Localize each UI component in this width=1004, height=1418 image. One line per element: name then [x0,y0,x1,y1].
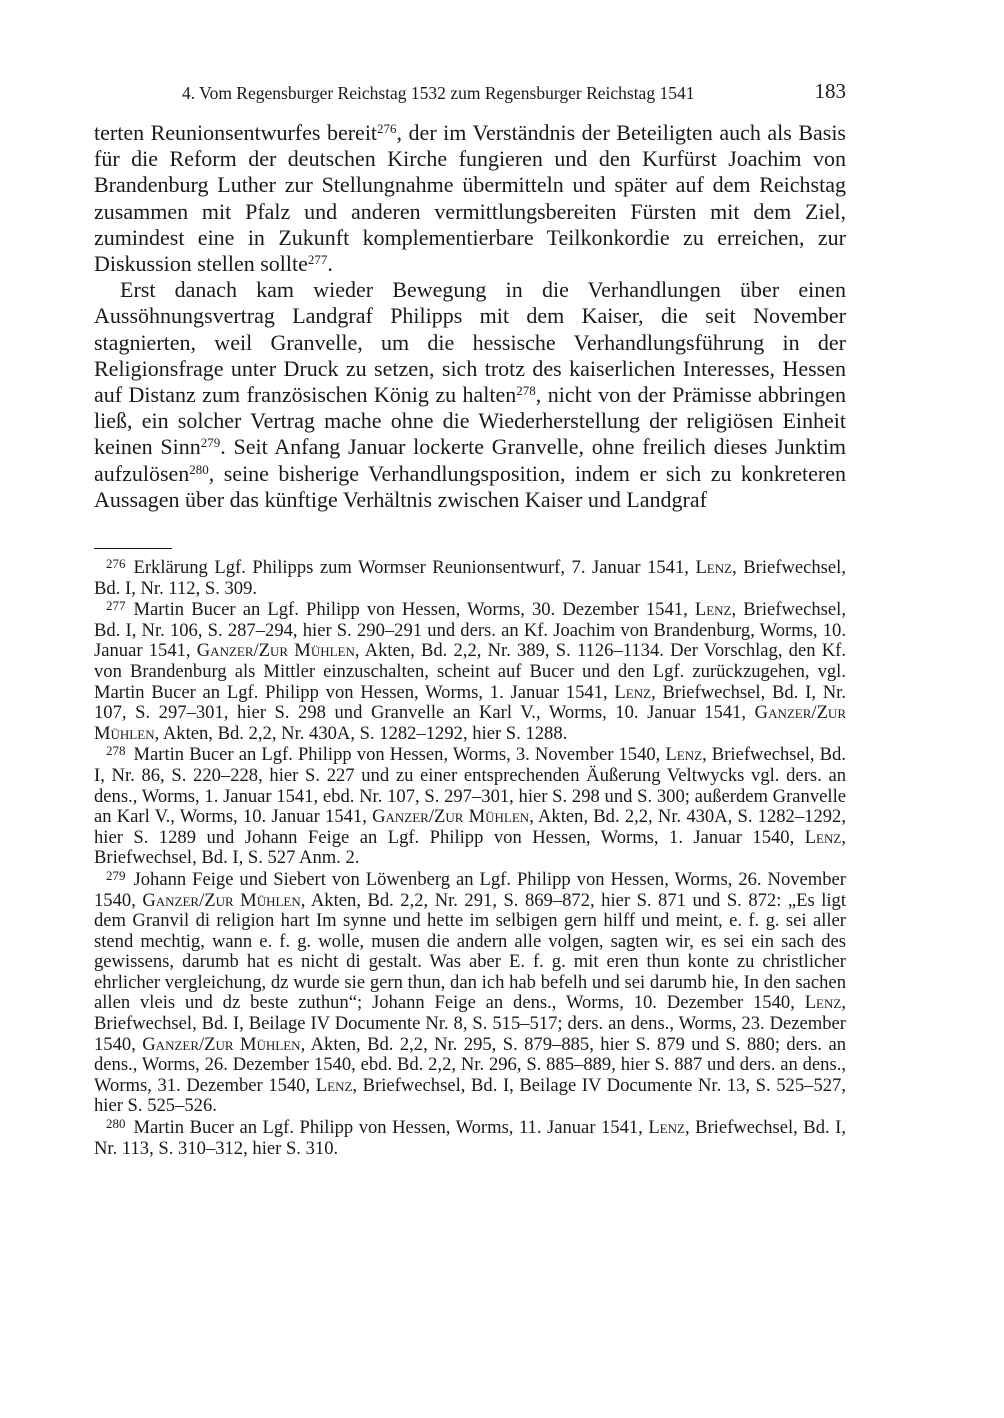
paragraph-2 [94,277,846,513]
footnote-ref-276: 276 [377,121,397,136]
footnote-278 [94,745,846,869]
footnote-separator [94,548,172,549]
author-name: Ganzer/Zur Mühlen [142,889,301,911]
text-run: , Briefwechsel, Bd. I, Nr. 112, S. 309. [94,557,846,599]
main-text [94,120,846,513]
footnote-ref-277: 277 [307,252,328,268]
text-run: , Akten, Bd. 2,2, Nr. 291, S. 869–872, hier S. 871 und S. 872: „Es ligt dem Granvil di religion hart Im synne und hette im selbigen gern hilff und meint, e. f. g. sei aller stend mechtig, wann e. f. g. wolle, musen die andern alle volgen, sagten wir, es sei ein sach des gewissens, darumb hat es nicht di gestalt. Was aber E. f. g. mit eren thun konte zu christlicher ehrlicher vergleichung, dz wurde sie gern thun, dan ich hab befelh und sei darumb hie, In den sachen allen vleis und dz beste zuthun“; Johann Feige an dens., Worms, 10. Dezember 1540, [94,889,847,1014]
footnote-ref-278: 278 [516,383,536,399]
paragraph-1 [94,120,846,277]
text-run: , Akten, Bd. 2,2, Nr. 389, S. 1126–1134. Der Vorschlag, den Kf. von Brandenburg als Mittler einzuschalten, scheint auf Bucer und den Lgf. zurückzugehen, vgl. Martin Bucer an Lgf. Philipp von Hessen, Worms, 1. Januar 1541, [94,640,846,703]
text-run: . Seit Anfang Januar lockerte Granvelle, ohne freilich dieses Junktim aufzulösen [94,434,846,486]
author-name: Lenz [648,1117,685,1139]
page-number: 183 [814,79,846,103]
text-run: Johann Feige und Siebert von Löwenberg an Lgf. Philipp von Hessen, Worms, 26. November 1540, [94,868,846,911]
text-run: , nicht von der Prämisse abbringen ließ, ein solcher Vertrag mache ohne die Wiederherstellung der religiösen Einheit keinen Sinn [94,382,846,460]
footnote-ref-280: 280 [189,461,209,477]
text-run: , Akten, Bd. 2,2, Nr. 430A, S. 1282–1292, hier S. 1289 und Johann Feige an Lgf. Philipp von Hessen, Worms, 1. Januar 1540, [94,806,846,848]
text-run: Martin Bucer an Lgf. Philipp von Hessen, Worms, 30. Dezember 1541, [133,599,695,621]
text-run: , Briefwechsel, Bd. I, Nr. 106, S. 287–294, hier S. 290–291 und ders. an Kf. Joachim von Brandenburg, Worms, 10. Januar 1541, [94,599,846,662]
footnote-277 [94,600,846,744]
footnote-number: 278 [106,743,126,759]
text-run: , Briefwechsel, Bd. I, Nr. 113, S. 310–312, hier S. 310. [94,1117,846,1159]
text-run: Erklärung Lgf. Philipps zum Wormser Reunionsentwurf, 7. Januar 1541, [133,557,696,578]
footnote-number: 279 [106,867,126,883]
text-run: , seine bisherige Verhandlungsposition, indem er sich zu konkreteren Aussagen über das künftige Verhältnis zwischen Kaiser und Landgraf [94,460,846,512]
running-title: 4. Vom Regensburger Reichstag 1532 zum Regensburger Reichstag 1541 [182,83,695,103]
text-run: terten Reunionsentwurfes bereit [94,120,378,145]
text-run: , Briefwechsel, Bd. I, Beilage IV Documente Nr. 8, S. 515–517; ders. an dens., Worms, 23. Dezember 1540, [94,992,846,1055]
text-run: Martin Bucer an Lgf. Philipp von Hessen, Worms, 3. November 1540, [133,744,666,766]
author-name: Lenz [694,599,732,621]
text-run: , Briefwechsel, Bd. I, Beilage IV Documente Nr. 13, S. 525–527, hier S. 525–526. [94,1074,846,1117]
author-name: Lenz [804,826,842,848]
text-run: , Briefwechsel, Bd. I, S. 527 Anm. 2. [94,826,846,869]
footnote-number: 277 [106,598,126,614]
text-run: Martin Bucer an Lgf. Philipp von Hessen, Worms, 11. Januar 1541, [133,1117,649,1139]
text-run: , Briefwechsel, Bd. I, Nr. 107, S. 297–301, hier S. 298 und Granvelle an Karl V., Worms, 10. Januar 1541, [94,681,846,724]
footnote-number: 276 [106,556,126,571]
text-run: . [327,251,333,277]
text-run: Erst danach kam wieder Bewegung in die Verhandlungen über einen Aussöhnungsvertrag Landgraf Philipps mit dem Kaiser, die seit November stagnierten, weil Granvelle, um die hessische Verhandlungsführung in der Religionsfrage unter Druck zu setzen, sich trotz des kaiserlichen Interesses, Hessen auf Distanz zum französischen König zu halten [94,277,846,408]
running-header [94,80,846,108]
author-name: Ganzer/Zur Mühlen [94,702,846,744]
author-name: Lenz [665,744,703,766]
author-name: Lenz [315,1074,353,1096]
author-name: Lenz [804,992,842,1014]
footnote-280 [94,1118,846,1159]
author-name: Ganzer/Zur Mühlen [142,1033,301,1055]
text-run: , Akten, Bd. 2,2, Nr. 295, S. 879–885, hier S. 879 und S. 880; ders. an dens., Worms, 26. Dezember 1540, ebd. Bd. 2,2, Nr. 296, S. 885–889, hier S. 887 und ders. an dens., Worms, 31. Dezember 1540, [94,1033,846,1096]
footnote-276 [94,558,846,599]
author-name: Lenz [695,557,733,578]
text-run: , Briefwechsel, Bd. I, Nr. 86, S. 220–228, hier S. 227 und zu einer entsprechenden Äußerung Veltwycks vgl. ders. an dens., Worms, 1. Januar 1541, ebd. Nr. 107, S. 297–301, hier S. 298 und S. 300; außerdem Granvelle an Karl V., Worms, 10. Januar 1541, [94,744,846,828]
footnotes [94,558,846,1160]
author-name: Ganzer/Zur Mühlen [372,806,530,828]
footnote-279 [94,867,847,1117]
footnote-number: 280 [106,1116,126,1132]
footnote-ref-279: 279 [200,435,221,451]
author-name: Ganzer/Zur Mühlen [196,640,355,662]
author-name: Lenz [614,681,652,703]
text-run: , der im Verständnis der Beteiligten auch als Basis für die Reform der deutschen Kirche fungieren und den Kurfürst Joachim von Brandenburg Luther zur Stellungnahme übermitteln und später auf dem Reichstag zusammen mit Pfalz und anderen vermittlungsbereiten Fürsten mit dem Ziel, zumindest eine in Zukunft komplementierbare Teilkonkordie zu erreichen, zur Diskussion stellen sollte [94,120,846,277]
text-run: , Akten, Bd. 2,2, Nr. 430A, S. 1282–1292, hier S. 1288. [154,722,568,744]
